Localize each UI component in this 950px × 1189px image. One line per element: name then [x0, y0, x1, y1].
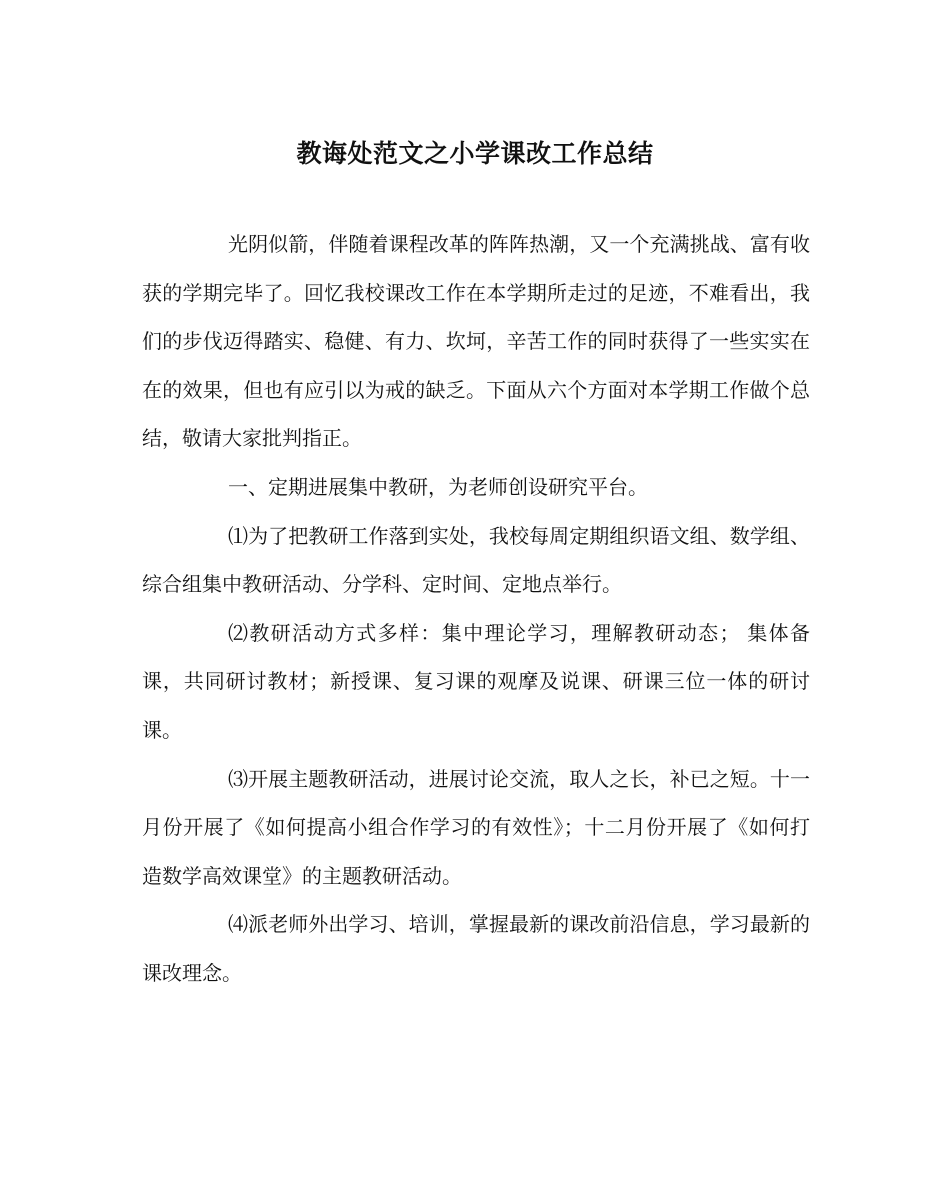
paragraph-item-2: ⑵教研活动方式多样：集中理论学习，理解教研动态； 集体备课，共同研讨教材；新授课、复习课的观摩及说课、研课三位一体的研讨课。: [142, 620, 810, 742]
paragraph-item-3: ⑶开展主题教研活动，进展讨论交流，取人之长，补已之短。十一月份开展了《如何提高小组合作学习的有效性》；十二月份开展了《如何打造数学高效课堂》的主题教研活动。: [142, 766, 810, 888]
document-title: 教诲处范文之小学课改工作总结: [296, 139, 654, 168]
paragraph-item-1: ⑴为了把教研工作落到实处，我校每周定期组织语文组、数学组、综合组集中教研活动、分学科、定时间、定地点举行。: [142, 523, 810, 597]
document-body: [142, 220, 810, 998]
paragraph-item-4: ⑷派老师外出学习、培训，掌握最新的课改前沿信息，学习最新的课改理念。: [142, 912, 810, 985]
paragraph-intro: 光阴似箭，伴随着课程改革的阵阵热潮，又一个充满挑战、富有收获的学期完毕了。回忆我校课改工作在本学期所走过的足迹，不难看出，我们的步伐迈得踏实、稳健、有力、坎坷，辛苦工作的同时获得了一些实实在在的效果，但也有应引以为戒的缺乏。下面从六个方面对本学期工作做个总结，敬请大家批判指正。: [142, 232, 810, 451]
paragraph-section-heading: 一、定期进展集中教研，为老师创设研究平台。: [228, 474, 648, 499]
